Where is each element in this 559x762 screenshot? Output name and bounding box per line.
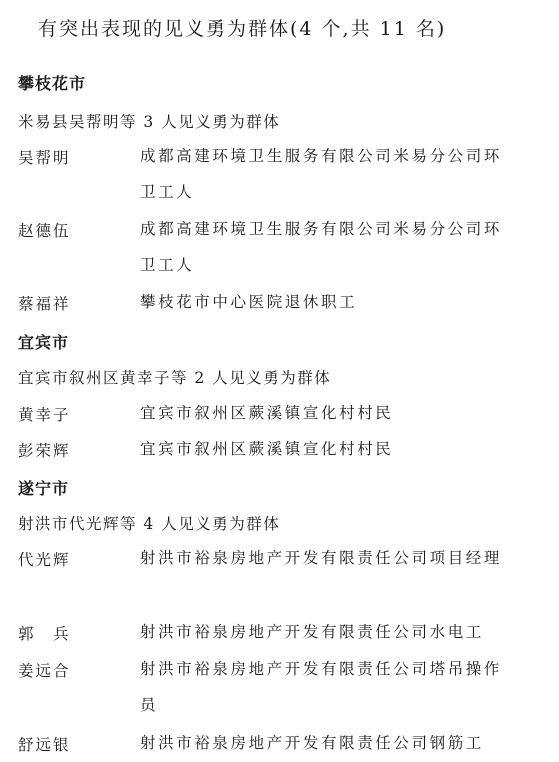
member-description: 宜宾市叙州区蕨溪镇宣化村村民 xyxy=(140,440,394,458)
city-heading-suining: 遂宁市 xyxy=(18,479,70,498)
member-name: 黄幸子 xyxy=(18,406,71,424)
member-description: 射洪市裕泉房地产开发有限责任公司钢筋工 xyxy=(140,734,484,752)
member-description: 宜宾市叙州区蕨溪镇宣化村村民 xyxy=(140,404,394,422)
member-name: 舒远银 xyxy=(18,736,71,754)
member-description: 射洪市裕泉房地产开发有限责任公司塔吊操作员 xyxy=(140,660,503,714)
city-heading-panzhihua: 攀枝花市 xyxy=(18,74,87,93)
member-description: 攀枝花市中心医院退休职工 xyxy=(140,293,358,311)
page-title: 有突出表现的见义勇为群体(4 个,共 11 名) xyxy=(38,18,447,40)
member-name: 郭 兵 xyxy=(18,625,71,643)
member-description: 成都高建环境卫生服务有限公司米易分公司环卫工人 xyxy=(140,147,503,201)
member-description: 射洪市裕泉房地产开发有限责任公司水电工 xyxy=(140,623,484,641)
group-title: 宜宾市叙州区黄幸子等 2 人见义勇为群体 xyxy=(18,369,332,387)
member-description: 射洪市裕泉房地产开发有限责任公司项目经理 xyxy=(140,549,503,567)
member-description: 成都高建环境卫生服务有限公司米易分公司环卫工人 xyxy=(140,220,503,274)
member-name: 彭荣辉 xyxy=(18,442,71,460)
member-name: 赵德伍 xyxy=(18,222,71,240)
member-name: 代光辉 xyxy=(18,551,71,569)
group-title: 射洪市代光辉等 4 人见义勇为群体 xyxy=(18,515,281,533)
group-title: 米易县吴帮明等 3 人见义勇为群体 xyxy=(18,113,281,131)
member-name: 吴帮明 xyxy=(18,149,71,167)
member-name: 蔡福祥 xyxy=(18,295,71,313)
member-name: 姜远合 xyxy=(18,662,71,680)
city-heading-yibin: 宜宾市 xyxy=(18,333,70,352)
